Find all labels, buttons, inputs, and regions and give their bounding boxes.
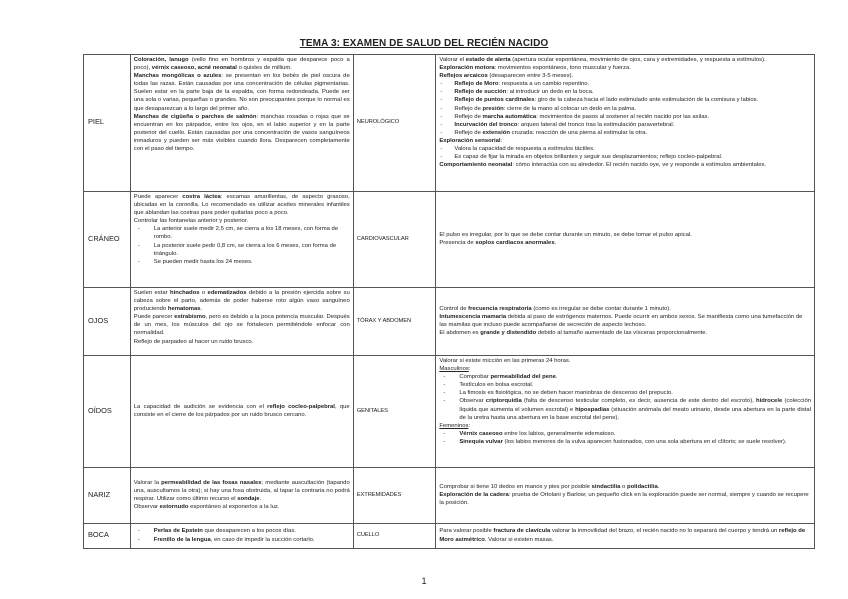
row-label-cardiovascular: CARDIOVASCULAR xyxy=(353,192,436,288)
list-item: - Frenillo de la lengua, en caso de impedir la succión cortarlo. xyxy=(134,536,350,544)
reflex-list xyxy=(439,80,811,137)
page-number: 1 xyxy=(421,576,427,586)
page-title: TEMA 3: EXAMEN DE SALUD DEL RECIÉN NACIDO xyxy=(299,38,549,49)
list-item: - Sinequia vulvar (los labios menores de la vulva aparecen fusionados, con una sola abertura en el clítoris; se suele resolver). xyxy=(439,438,811,446)
feminine-list xyxy=(439,430,811,446)
ojos-description: Suelen estar hinchados o edematizados debido a la presión ejercida sobre su cabeza sobre el parto, además de poder haberse roto algún vaso sanguíneo produciendo hematomas. Puede parecer estrabismo, pero es debido a la poca potencia muscular. Después de un mes, los músculos del ojo se fortalecen permitiéndole enfocar con normalidad. Reflejo de parpadeo al hacer un ruido brusco. xyxy=(130,288,353,356)
cuello-description: Para valorar posible fractura de clavícula valorar la inmovilidad del brazo, el recién nacido no lo separará del cuerpo y tendrá un reflejo de Moro asimétrico. Valorar si existen masas. xyxy=(436,524,815,549)
row-label-craneo: CRÁNEO xyxy=(84,192,131,288)
list-item: - La anterior suele medir 2,5 cm, se cierra a los 18 meses, con forma de rombo. xyxy=(134,225,350,241)
list-item: - La fimosis es fisiológica, no se deben hacer maniobras de descenso del prepucio. xyxy=(439,389,811,397)
row-label-oidos: OÍDOS xyxy=(84,356,131,468)
neurologico-description: Valorar el estado de alerta (apertura ocular espontánea, movimiento de ojos, cara y extremidades, y respuesta a estímulos). Exploración motora: movimientos espontáneos, tono muscular y fuerza. Reflejos arcaicos (desaparecen entre 3-5 meses). - Reflejo de Moro: respuesta a un cambio repentino. - Reflejo de succión: al introducir un dedo en la boca. - Reflejo de puntos cardinales: giro de la cabeza hacia el lado estimulado ante estimulación de la comisura y labios. - Reflejo de presión: cierre de la mano al colocar un dedo en la palma. - Reflejo de marcha automática: movimientos de pasos al sostener al recién nacido por las axilas. - Incurvación del tronco: arqueo lateral del tronco tras la estimulación paravertebral. - Reflejo de extensión cruzada: reacción de una pierna al estimular la otra. Exploración sensorial: - Valora la capacidad de respuesta a estímulos táctiles. - Es capaz de fijar la mirada en objetos brillantes y seguir sus desplazamientos; reflejo cocleo-palpebral. Comportamiento neonatal: cómo interactúa con su alrededor. El recién nacido oye, ve y responde a estímulos ambientales. xyxy=(436,55,815,192)
sensory-list xyxy=(439,145,811,161)
table-row xyxy=(84,55,815,192)
table-row xyxy=(84,524,815,549)
list-item: - Incurvación del tronco: arqueo lateral del tronco tras la estimulación paravertebral. xyxy=(439,121,811,129)
list-item: - Reflejo de Moro: respuesta a un cambio repentino. xyxy=(439,80,811,88)
list-item: - Reflejo de presión: cierre de la mano al colocar un dedo en la palma. xyxy=(439,105,811,113)
list-item: - Comprobar permeabilidad del pene. xyxy=(439,373,811,381)
list-item: - Se pueden medir hasta los 24 meses. xyxy=(134,258,350,266)
masculine-list xyxy=(439,373,811,422)
row-label-cuello: CUELLO xyxy=(353,524,436,549)
row-label-extremidades: EXTREMIDADES xyxy=(353,468,436,524)
table-row xyxy=(84,468,815,524)
list-item: - Es capaz de fijar la mirada en objetos brillantes y seguir sus desplazamientos; reflejo cocleo-palpebral. xyxy=(439,153,811,161)
row-label-boca: BOCA xyxy=(84,524,131,549)
list-item: - Reflejo de puntos cardinales: giro de la cabeza hacia el lado estimulado ante estimulación de la comisura y labios. xyxy=(439,96,811,104)
boca-description xyxy=(130,524,353,549)
piel-description: Coloración, lanugo (vello fino en hombros y espalda que desparece poco a poco), vérnix caseoso, acné neonatal o quistes de millium. Manchas mongólicas o azules: se presentan en los bebés de piel oscura de todas las razas. Están causadas por una concentración de células pigmentarias. Suelen estar en la parte baja de la espalda, con forma redondeada. Puede ser una sola o varias, pequeñas o grandes. No son preocupantes porque lo normal es que desaparezcan a lo largo del primer año. Manchas de cigüeña o parches de salmón: manchas rosadas o rojas que se encuentran en los párpados, entre los ojos, en el labio superior y en la parte posterior del cuello. Están causadas por una concentración de vasos sanguíneos inmaduros y pueden ser más visibles cuando llora. Desparecen completamente con el paso del tiempo. xyxy=(130,55,353,192)
list-item: - Reflejo de extensión cruzada: reacción de una pierna al estimular la otra. xyxy=(439,129,811,137)
fontanel-list xyxy=(134,225,350,265)
list-item: - Reflejo de marcha automática: movimientos de pasos al sostener al recién nacido por las axilas. xyxy=(439,113,811,121)
row-label-neurologico: NEUROLÓGICO xyxy=(353,55,436,192)
row-label-torax: TÓRAX Y ABDOMEN xyxy=(353,288,436,356)
row-label-ojos: OJOS xyxy=(84,288,131,356)
torax-description: Control de frecuencia respiratoria (como es irregular se debe contar durante 1 minuto). Intumescencia mamaria debida al paso de estrógenos maternos. Puede ocurrir en ambos sexos. Se manifiesta como una tumefacción de las mamilas que incluso puede acompañarse de secreción de aspecto lechoso. El abdomen es grande y distendido debido al tamaño aumentado de las vísceras proporcionalmente. xyxy=(436,288,815,356)
oidos-description: La capacidad de audición se evidencia con el reflejo cocleo-palpebral, que consiste en el cierre de los párpados por un ruido brusco cercano. xyxy=(130,356,353,468)
exam-table xyxy=(83,54,815,549)
list-item: - Testículos en bolsa escrotal. xyxy=(439,381,811,389)
row-label-piel: PIEL xyxy=(84,55,131,192)
boca-list xyxy=(134,527,350,543)
list-item: - Valora la capacidad de respuesta a estímulos táctiles. xyxy=(439,145,811,153)
nariz-description: Valorar la permeabilidad de las fosas nasales; mediante auscultación (tapando una, auscultamos la otra); si hay una fosa obstruida, al tapar la contraria no podrá respirar. Utilizar como último recurso el sondaje. Observar estornudo espontáneo al exponerlos a la luz. xyxy=(130,468,353,524)
list-item: - Reflejo de succión: al introducir un dedo en la boca. xyxy=(439,88,811,96)
genitales-description: Valorar si existe micción en las primeras 24 horas. Masculinos: - Comprobar permeabilidad del pene. - Testículos en bolsa escrotal. - La fimosis es fisiológica, no se deben hacer maniobras de descenso del prepucio. - Observar criptorquidia (falta de descenso testicular completo, es decir, ausencia de este dentro del escroto), hidrocele (colección líquida que aumenta el volumen escrotal) e hipospadias (situación anómala del meato urinario, desde una abertura en la parte distal de la uretra hasta una abertura en la base escrotal del pene). Femeninos: - Vérnix caseoso entre los labios, generalmente edematoso. - Sinequia vulvar (los labios menores de la vulva aparecen fusionados, con una sola abertura en el clítoris; se suele resolver). xyxy=(436,356,815,468)
list-item: - Vérnix caseoso entre los labios, generalmente edematoso. xyxy=(439,430,811,438)
cardiovascular-description: El pulso es irregular, por lo que se debe contar durante un minuto, se debe tomar el pulso apical. Presencia de soplos cardiacos anormales. xyxy=(436,192,815,288)
table-row xyxy=(84,356,815,468)
row-label-genitales: GENITALES xyxy=(353,356,436,468)
extremidades-description: Comprobar si tiene 10 dedos en manos y pies por posible sindactilia o polidactilia. Exploración de la cadera: prueba de Ortolani y Barlow; un pequeño click en la exploración puede ser normal, siempre y cuando se recupere la posición. xyxy=(436,468,815,524)
row-label-nariz: NARIZ xyxy=(84,468,131,524)
list-item: - Observar criptorquidia (falta de descenso testicular completo, es decir, ausencia de este dentro del escroto), hidrocele (colección líquida que aumenta el volumen escrotal) e hipospadias (situación anómala del meato urinario, desde una abertura en la parte distal de la uretra hasta una abertura en la base escrotal del pene). xyxy=(439,397,811,421)
list-item: - La posterior suele pedir 0,8 cm, se cierra a los 6 meses, con forma de triángulo. xyxy=(134,242,350,258)
table-row xyxy=(84,288,815,356)
craneo-description: Puede aparecer costra láctea: escamas amarillentas, de aspecto grasoso, ubicadas en la coronilla. Lo recomendado es utilizar aceites minerales infantiles que ablandan las costras para poder quitarlas poco a poco. Controlar las fontanelas anterior y posterior. - La anterior suele medir 2,5 cm, se cierra a los 18 meses, con forma de rombo. - La posterior suele pedir 0,8 cm, se cierra a los 6 meses, con forma de triángulo. - Se pueden medir hasta los 24 meses. xyxy=(130,192,353,288)
list-item: - Perlas de Epstein que desaparecen a los pocos días. xyxy=(134,527,350,535)
table-row xyxy=(84,192,815,288)
